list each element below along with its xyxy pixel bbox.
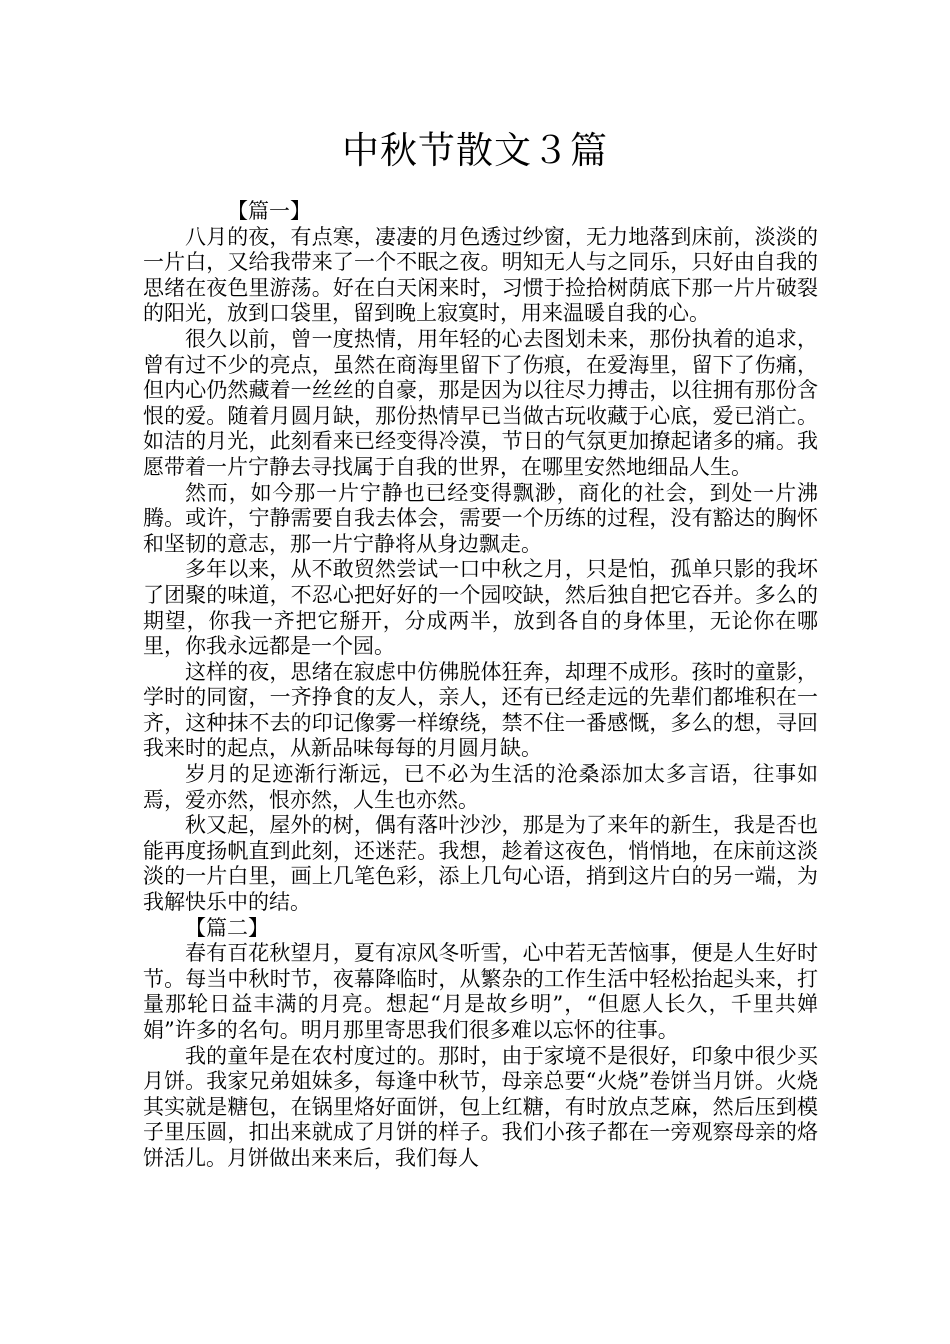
paragraph: 岁月的足迹渐行渐远，已不必为生活的沧桑添加太多言语，往事如焉，爱亦然，恨亦然，人生也亦然。 bbox=[143, 762, 818, 812]
paragraph: 我的童年是在农村度过的。那时，由于家境不是很好，印象中很少买月饼。我家兄弟姐妹多，每逢中秋节，母亲总要“火烧”卷饼当月饼。火烧其实就是糖包，在锅里烙好面饼，包上红糖，有时放点芝麻，然后压到模子里压圆，扣出来就成了月饼的样子。我们小孩子都在一旁观察母亲的烙饼活儿。月饼做出来来后，我们每人 bbox=[143, 1043, 818, 1170]
paragraph: 秋又起，屋外的树，偶有落叶沙沙，那是为了来年的新生，我是否也能再度扬帆直到此刻，还迷茫。我想，趁着这夜色，悄悄地，在床前这淡淡的一片白里，画上几笔色彩，添上几句心语，捎到这片白的另一端，为我解快乐中的结。 bbox=[143, 813, 818, 915]
paragraph: 很久以前，曾一度热情，用年轻的心去图划未来，那份执着的追求，曾有过不少的亮点，虽然在商海里留下了伤痕，在爱海里，留下了伤痛，但内心仍然藏着一丝丝的自豪，那是因为以往尽力搏击，以往拥有那份含恨的爱。随着月圆月缺，那份热情早已当做古玩收藏于心底，爱已消亡。如洁的月光，此刻看来已经变得冷漠，节日的气氛更加撩起诸多的痛。我愿带着一片宁静去寻找属于自我的世界，在哪里安然地细品人生。 bbox=[143, 326, 818, 479]
section-one bbox=[143, 199, 818, 916]
paragraph: 这样的夜，思绪在寂虑中仿佛脱体狂奔，却理不成形。孩时的童影，学时的同窗，一齐挣食的友人，亲人，还有已经走远的先辈们都堆积在一齐，这种抹不去的印记像雾一样缭绕，禁不住一番感慨，多么的想，寻回我来时的起点，从新品味每每的月圆月缺。 bbox=[143, 659, 818, 761]
paragraph: 春有百花秋望月，夏有凉风冬听雪，心中若无苦恼事，便是人生好时节。每当中秋时节，夜幕降临时，从繁杂的工作生活中轻松抬起头来，打量那轮日益丰满的月亮。想起“月是故乡明”，“但愿人长久，千里共婵娟”许多的名句。明月那里寄思我们很多难以忘怀的往事。 bbox=[143, 941, 818, 1042]
paragraph: 多年以来，从不敢贸然尝试一口中秋之月，只是怕，孤单只影的我坏了团聚的味道，不忍心把好好的一个园咬缺，然后独自把它吞并。多么的期望，你我一齐把它掰开，分成两半，放到各自的身体里，无论你在哪里，你我永远都是一个园。 bbox=[143, 557, 818, 659]
section-heading: 【篇二】 bbox=[185, 915, 269, 940]
paragraph: 八月的夜，有点寒，凄凄的月色透过纱窗，无力地落到床前，淡淡的一片白，又给我带来了一个不眠之夜。明知无人与之同乐，只好由自我的思绪在夜色里游荡。好在白天闲来时，习惯于捡拾树荫底下那一片片破裂的阳光，放到口袋里，留到晚上寂寞时，用来温暖自我的心。 bbox=[143, 224, 818, 326]
document-body bbox=[143, 199, 818, 1172]
document-title: 中秋节散文３篇 bbox=[342, 129, 608, 172]
section-two bbox=[143, 916, 818, 1172]
paragraph: 然而，如今那一片宁静也已经变得飘渺，商化的社会，到处一片沸腾。或许，宁静需要自我去体会，需要一个历练的过程，没有豁达的胸怀和坚韧的意志，那一片宁静将从身边飘走。 bbox=[143, 480, 818, 556]
section-heading: 【篇一】 bbox=[227, 199, 311, 223]
